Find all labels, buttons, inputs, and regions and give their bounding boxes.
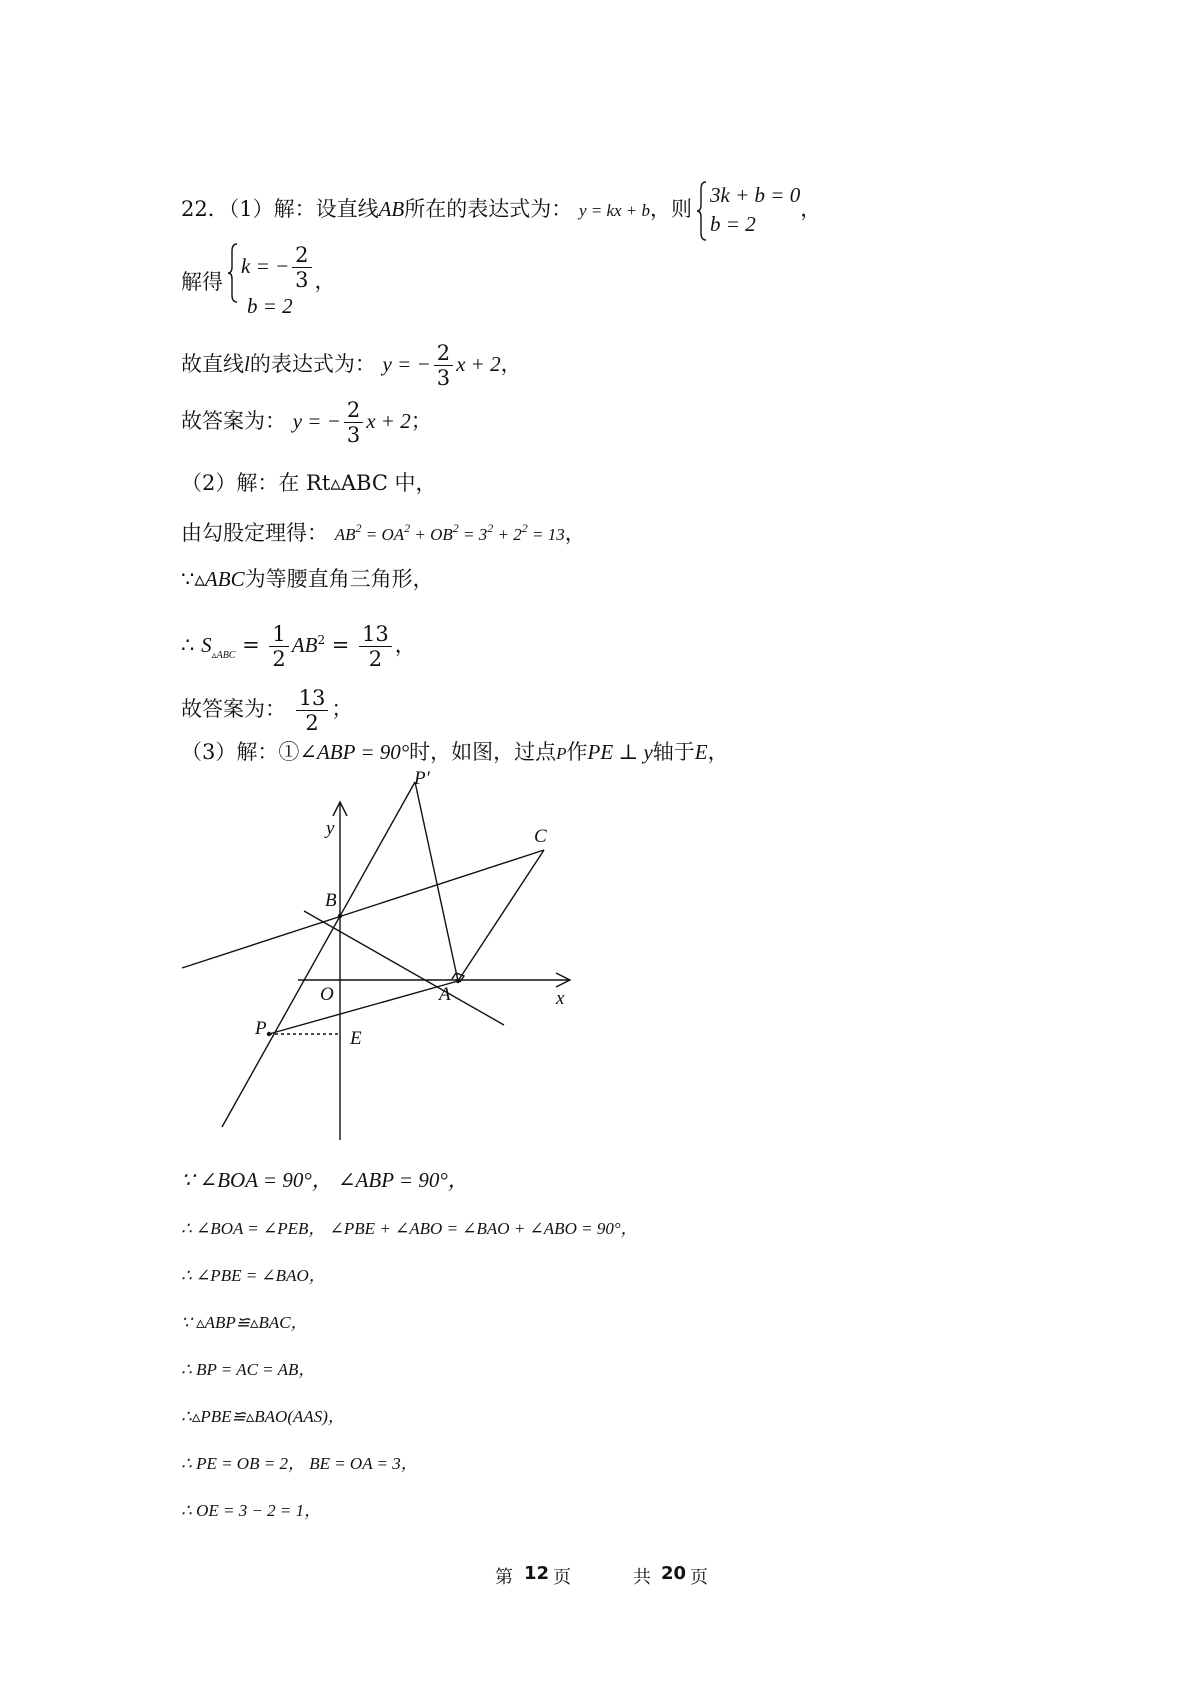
part3-mid: 时，如图，过点: [409, 740, 557, 764]
part1-answer: [181, 398, 432, 447]
eq-13: = 13: [527, 525, 565, 544]
pythagoras-end: ，: [564, 521, 586, 545]
proof-line-7: ∴ PE = OB = 2， BE = OA = 3，: [181, 1454, 418, 1473]
brace-icon: [227, 243, 239, 303]
segment-pa: [269, 981, 458, 1034]
exponent: 2: [355, 521, 362, 535]
part3-line1: [181, 742, 729, 763]
equals: =: [235, 633, 267, 658]
area-s: S: [201, 633, 212, 658]
equation-system-1: [696, 181, 800, 240]
part1-solve-line: [181, 243, 336, 322]
label-p-prime: P′: [414, 770, 430, 789]
part2-pythagoras: [181, 522, 586, 544]
fraction-num: 2: [344, 398, 363, 423]
fraction-den: 3: [436, 366, 451, 391]
x-plus-2: x + 2: [366, 409, 411, 434]
ab-term: AB: [291, 633, 318, 658]
linear-expression: y = kx + b: [578, 200, 651, 220]
exponent: 2: [487, 521, 494, 535]
part1-line1: [181, 181, 821, 240]
solve-end: ，: [314, 268, 336, 293]
footer-ye: 页: [553, 1567, 571, 1588]
eq-ob: + OB: [410, 525, 453, 544]
proof-line-3: ∴ ∠PBE = ∠BAO，: [181, 1266, 326, 1285]
fraction: [344, 398, 363, 447]
therefore-symbol: ∴: [181, 633, 195, 658]
fraction-den: 2: [368, 647, 383, 672]
because-symbol: ∵: [181, 567, 195, 591]
part1-line1-mid: 所在的表达式为：: [404, 196, 573, 221]
label-a: A: [439, 984, 451, 1005]
fraction-den: 2: [272, 647, 286, 672]
line-ba-extended: [304, 911, 504, 1025]
eq-ab: AB: [334, 525, 356, 544]
zuo-text: 作: [566, 740, 588, 764]
part2-isosceles: [181, 569, 434, 590]
label-e: E: [350, 1028, 362, 1049]
geometry-figure: [178, 770, 588, 1150]
area-subscript: ▵ABC: [211, 650, 236, 662]
part2-area: [181, 622, 416, 671]
exponent: 2: [404, 521, 411, 535]
line3-end: ，: [500, 352, 522, 377]
fraction-num: 13: [296, 686, 329, 711]
line3-prefix: 故直线: [181, 352, 244, 377]
system2-row1: [241, 243, 315, 292]
label-b: B: [325, 890, 337, 911]
proof-line-8: ∴ OE = 3 − 2 = 1，: [181, 1501, 322, 1520]
segment-ac: [458, 850, 544, 981]
pythagoras-equation: [334, 521, 565, 544]
exponent: 2: [452, 521, 459, 535]
segment-p-prime-a: [415, 782, 458, 981]
part1-then: ，则: [650, 196, 693, 221]
fraction: [292, 243, 311, 292]
line-pb-extended: [222, 782, 415, 1127]
fraction: [296, 686, 329, 735]
point-b-dot: [338, 914, 342, 918]
exponent: 2: [521, 521, 528, 535]
y-eq: y = −: [382, 352, 431, 377]
label-c: C: [534, 826, 547, 847]
system2-row2: b = 2: [247, 294, 293, 319]
fraction-num: 2: [292, 243, 311, 268]
k-eq: k = −: [241, 254, 290, 279]
part2-answer: [181, 686, 352, 735]
exponent: 2: [317, 633, 326, 648]
proof-line-5: ∴ BP = AC = AB，: [181, 1360, 316, 1379]
part3-prefix: （3）解：①: [181, 740, 300, 764]
answer-prefix: 故答案为：: [181, 697, 286, 722]
equals: =: [325, 633, 357, 658]
triangle-abc: ▵ABC: [194, 567, 245, 591]
label-y: y: [326, 818, 335, 839]
point-p: P: [556, 744, 567, 763]
label-x: x: [556, 988, 565, 1009]
x-plus-2: x + 2: [456, 352, 501, 377]
footer-total-pages: 20: [661, 1563, 687, 1584]
footer-gong: 共: [633, 1567, 651, 1588]
answer-prefix: 故答案为：: [181, 409, 286, 434]
part1-line3: [181, 341, 522, 390]
equation-system-2: [227, 243, 315, 322]
fraction: [434, 341, 453, 390]
system1-row1: 3k + b = 0: [710, 183, 801, 207]
fraction: [269, 622, 288, 671]
part1-line1-end: ，: [800, 196, 822, 221]
y-eq: y = −: [292, 409, 341, 434]
point-e: E: [694, 740, 708, 764]
eq-oa: = OA: [361, 525, 405, 544]
isosceles-text: 为等腰直角三角形，: [244, 567, 434, 591]
footer-di: 第: [495, 1567, 513, 1588]
proof-line-2: ∴ ∠BOA = ∠PEB， ∠PBE + ∠ABO = ∠BAO + ∠ABO = 90°，: [181, 1219, 638, 1238]
system1-row2: b = 2: [710, 212, 756, 237]
eq-3: = 3: [458, 525, 488, 544]
point-a-dot: [456, 979, 460, 983]
fraction-num: 13: [359, 622, 392, 647]
fraction-den: 3: [346, 423, 361, 448]
axis-text: 轴于: [652, 740, 695, 764]
part1-line1-prefix: 22．（1）解：设直线: [181, 196, 379, 221]
line-ab-label: AB: [378, 196, 405, 221]
fraction: [359, 622, 392, 671]
solve-label: 解得: [181, 269, 223, 294]
brace-icon: [696, 181, 708, 241]
footer-ye-2: 页: [690, 1567, 708, 1588]
part2-line1: （2）解：在 Rt▵ABC 中，: [181, 471, 437, 495]
answer-end: ；: [410, 409, 432, 434]
eq-2: + 2: [493, 525, 522, 544]
line-bc: [182, 850, 544, 968]
fraction-num: 1: [269, 622, 288, 647]
fraction-num: 2: [434, 341, 453, 366]
answer-end: ；: [331, 697, 353, 722]
label-o: O: [320, 984, 334, 1005]
pythagoras-prefix: 由勾股定理得：: [181, 521, 328, 545]
point-p-dot: [267, 1032, 271, 1036]
proof-line-4: ∵ ▵ABP≌▵BAC，: [181, 1313, 308, 1332]
angle-abp: ∠ABP = 90°: [299, 740, 410, 764]
label-p: P: [255, 1018, 267, 1039]
line-l-label: l: [244, 352, 250, 377]
proof-line-1: ∵ ∠BOA = 90°， ∠ABP = 90°，: [181, 1168, 469, 1192]
proof-line-6: ∴▵PBE≌▵BAO(AAS)，: [181, 1407, 345, 1426]
fraction-den: 3: [295, 268, 309, 293]
fraction-den: 2: [305, 711, 319, 736]
pe-perp-y: PE ⊥ y: [587, 740, 653, 764]
area-end: ，: [394, 633, 416, 658]
line3-mid: 的表达式为：: [249, 352, 376, 377]
part3-end: ，: [707, 740, 729, 764]
footer-page-number: 12: [524, 1563, 550, 1584]
